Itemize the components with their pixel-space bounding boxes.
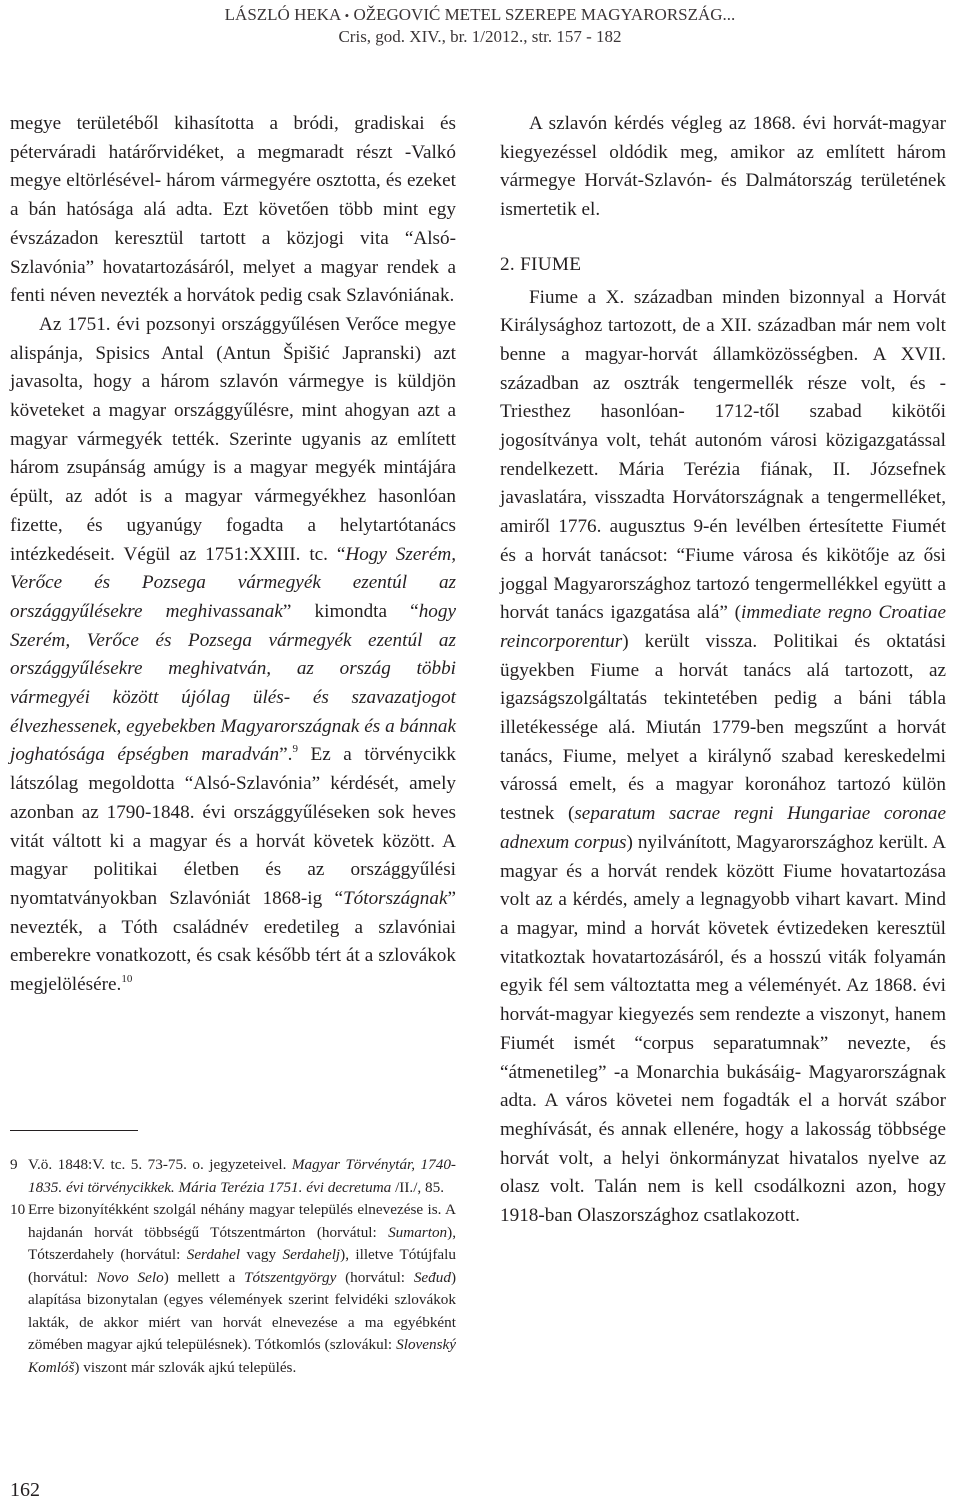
text-run: ” nevezték, a Tóth családnév eredetileg a szlavóniai emberekre vonatkozott, és csak később tért át a szlovákok megjelölésére.	[10, 887, 456, 996]
text-run: ) nyilvánított, Magyarországhoz került. A magyar és a horvát rendek között Fiume hovatartozása volt az a kérdés, amely a legnagyobb vihart kavart. Mind a magyar, mind a horvát követek évtizedeken keresztül vitatkoztak hovatartozásáról, és a hosszú viták folyamán egyik fél sem változtatta meg a véleményét. Az 1868. évi horvát-magyar kiegyezés sem rendezte a viszonyt, hanem Fiumét ismét “corpus separatumnak” nevezte, és “átmenetileg” -a Monarchia bukásáig- Magyarországnak adta. A város követei nem fogadták el a horvát szábor meghívását, és annak ellenére, hogy a lakosság többsége horvát volt, a helyi önkormányzat hivatalos nyelve az olasz volt. Talán nem is kell csodálkozni azon, hogy 1918-ban Olaszországhoz csatlakozott.	[500, 831, 946, 1227]
footnote-10	[10, 1199, 456, 1379]
text-run: V.ö. 1848:V. tc. 5. 73-75. o. jegyzeteivel.	[28, 1156, 292, 1173]
text-run: Ez a törvénycikk látszólag megoldotta “Alsó-Szlavónia” kérdését, amely azonban az 1790-1848. évi országgyűléseken sok heves vitát váltott ki a magyar és a horvát követek között. A magyar politikai életben és az országgyűlési nyomtatványokban Szlavóniát 1868-ig “	[10, 744, 456, 909]
header-title-line	[0, 4, 960, 26]
text-run: ) alapítása bizonytalan (egyes vélemények szerint felvidéki szlovákok lakták, de akkor miért van horvát elnevezése a ma egyébként zömében magyar ajkú településnek). Tótkomlós (szlovákul:	[28, 1268, 456, 1353]
text-run: Erre bizonyítékként szolgál néhány magyar település elnevezése is. A hajdanán horvát többségű Tótszentmárton (horvátul:	[28, 1201, 456, 1241]
italic-quote: hogy Szerém, Verőce és Pozsega vármegyék ezentúl az országgyűlésekre meghivatván, az ország többi vármegyéi között újólag ülés- és szavazatjogot élvezhessenek, egyebekben Magyarországnak és a bánnak joghatósága épségben maradván	[10, 600, 456, 766]
right-paragraph-1: A szlavón kérdés végleg az 1868. évi horvát-magyar kiegyezéssel oldódik meg, amikor az említett három vármegye Horvát-Szlavón- és Dalmátország területének ismertetik el.	[500, 113, 946, 221]
italic-title: Magyar Törvénytár, 1740-1835. évi törvénycikkek. Mária Terézia 1751. évi decretuma	[28, 1156, 456, 1196]
italic-term: Seđud	[413, 1268, 451, 1286]
footnote-ref-9[interactable]: 9	[292, 743, 298, 756]
footnote-ref-10[interactable]: 10	[121, 973, 133, 986]
italic-term: Sumarton	[388, 1223, 448, 1241]
header-authors: LÁSZLÓ HEKA	[224, 5, 341, 24]
running-header	[0, 4, 960, 47]
italic-term: Tótszentgyörgy	[244, 1268, 337, 1286]
italic-latin: immediate regno Croatiae reincorporentur	[500, 602, 946, 652]
text-run: (horvátul:	[336, 1268, 414, 1286]
italic-term: Serdahelj	[282, 1246, 341, 1263]
italic-quote: Hogy Szerém, Verőce és Pozsega vármegyék ezentúl az országgyűlésekre meghivassanak	[10, 543, 456, 622]
header-bullet: •	[344, 8, 350, 23]
text-run: ) került vissza. Politikai és oktatási ügyekben Fiume a horvát tanács alá tartozott, az igazságszolgáltatás tekintetében pedig a báni tábla illetékessége alá. Miután 1779-ben megszűnt a horvát tanács, Fiume, melyet a királynő szabad kereskedelmi várossá emelt, és a magyar koronához tartozó külön testnek (	[500, 630, 946, 825]
italic-term: Tótországnak	[342, 887, 448, 909]
left-paragraph-1: megye területéből kihasította a bródi, gradiskai és péterváradi határőrvidéket, a megmaradt részt -Valkó megye eltörlésével- három vármegyére osztotta, és ezeket a bán hatósága alá adta. Ezt követően több mint egy évszázadon keresztül tartott a közjogi vita “Alsó-Szlavónia” hovatartozásáról, melyet a magyar rendek a fenti néven nevezték a horvátok pedig csak Szlavóniának.	[10, 113, 456, 307]
italic-term: Novo Selo	[96, 1268, 164, 1286]
header-citation: Cris, god. XIV., br. 1/2012., str. 157 - 182	[338, 27, 622, 46]
italic-latin: separatum sacrae regni Hungariae coronae adnexum corpus	[500, 803, 946, 853]
text-run: ” kimondta “	[282, 600, 419, 622]
footnote-divider	[10, 1130, 138, 1131]
text-run: Az 1751. évi pozsonyi országgyűlésen Verőce megye alispánja, Spisics Antal (Antun Špišić Japranski) azt javasolta, hogy a három szlavón vármegye is küldjön követeket a magyar országgyűlésre, mint ahogyan azt a magyar vármegyék tették. Szerinte ugyanis az említett három zsupánság amúgy is a magyar megyék mintájára épült, az adót is a magyar vármegyékhez hasonlóan fizette, és ugyanúgy fogadta a helytartótanács intézkedéseit. Végül az 1751:XXIII. tc. “	[10, 313, 456, 565]
text-run: vagy	[240, 1246, 283, 1263]
text-run: ”.	[279, 744, 293, 766]
text-run: ) mellett a	[163, 1268, 245, 1286]
text-run: ) viszont már szlovák ajkú település.	[74, 1358, 297, 1376]
text-run: ), Tótszerdahely (horvátul:	[28, 1223, 456, 1263]
right-paragraph-2	[500, 284, 946, 1231]
left-paragraph-2	[10, 311, 456, 1000]
text-run: Fiume a X. században minden bizonnyal a Horvát Királysághoz tartozott, de a XII. században már nem volt benne a magyar-horvát államközösségben. A XVII. században az osztrák tengermellék része volt, és -Triesthez hasonlóan- 1712-től szabad kikötői jogosítványa volt, tehát autonóm városi közigazgatással rendelkezett. Mária Terézia fiának, II. Józsefnek javaslatára, visszadta Horvátországnak a tengermelléket, amiről 1776. augusztus 9-én levélben értesítette Fiumét és a horvát tanácsot: “Fiume városa és kikötője az ősi joggal Magyarországhoz tartozó tengermellékkel együtt a horvát tanács igazgatása alá” (	[500, 286, 946, 624]
footnote-9	[10, 1154, 456, 1199]
text-run: /II./, 85.	[391, 1178, 444, 1196]
italic-term: Slovenský Komlóš	[28, 1336, 456, 1376]
footnotes	[10, 1154, 456, 1379]
text-run: ), illetve Tótújfalu (horvátul:	[28, 1246, 456, 1286]
page-number: 162	[10, 1479, 40, 1501]
footnote-number: 10	[10, 1201, 26, 1218]
header-article-title: OŽEGOVIĆ METEL SZEREPE MAGYARORSZÁG...	[353, 5, 736, 24]
right-column	[500, 110, 946, 1231]
footnote-number: 9	[10, 1156, 18, 1173]
section-heading: 2. FIUME	[500, 253, 582, 275]
left-column	[10, 110, 456, 1000]
italic-term: Serdahel	[186, 1246, 241, 1263]
